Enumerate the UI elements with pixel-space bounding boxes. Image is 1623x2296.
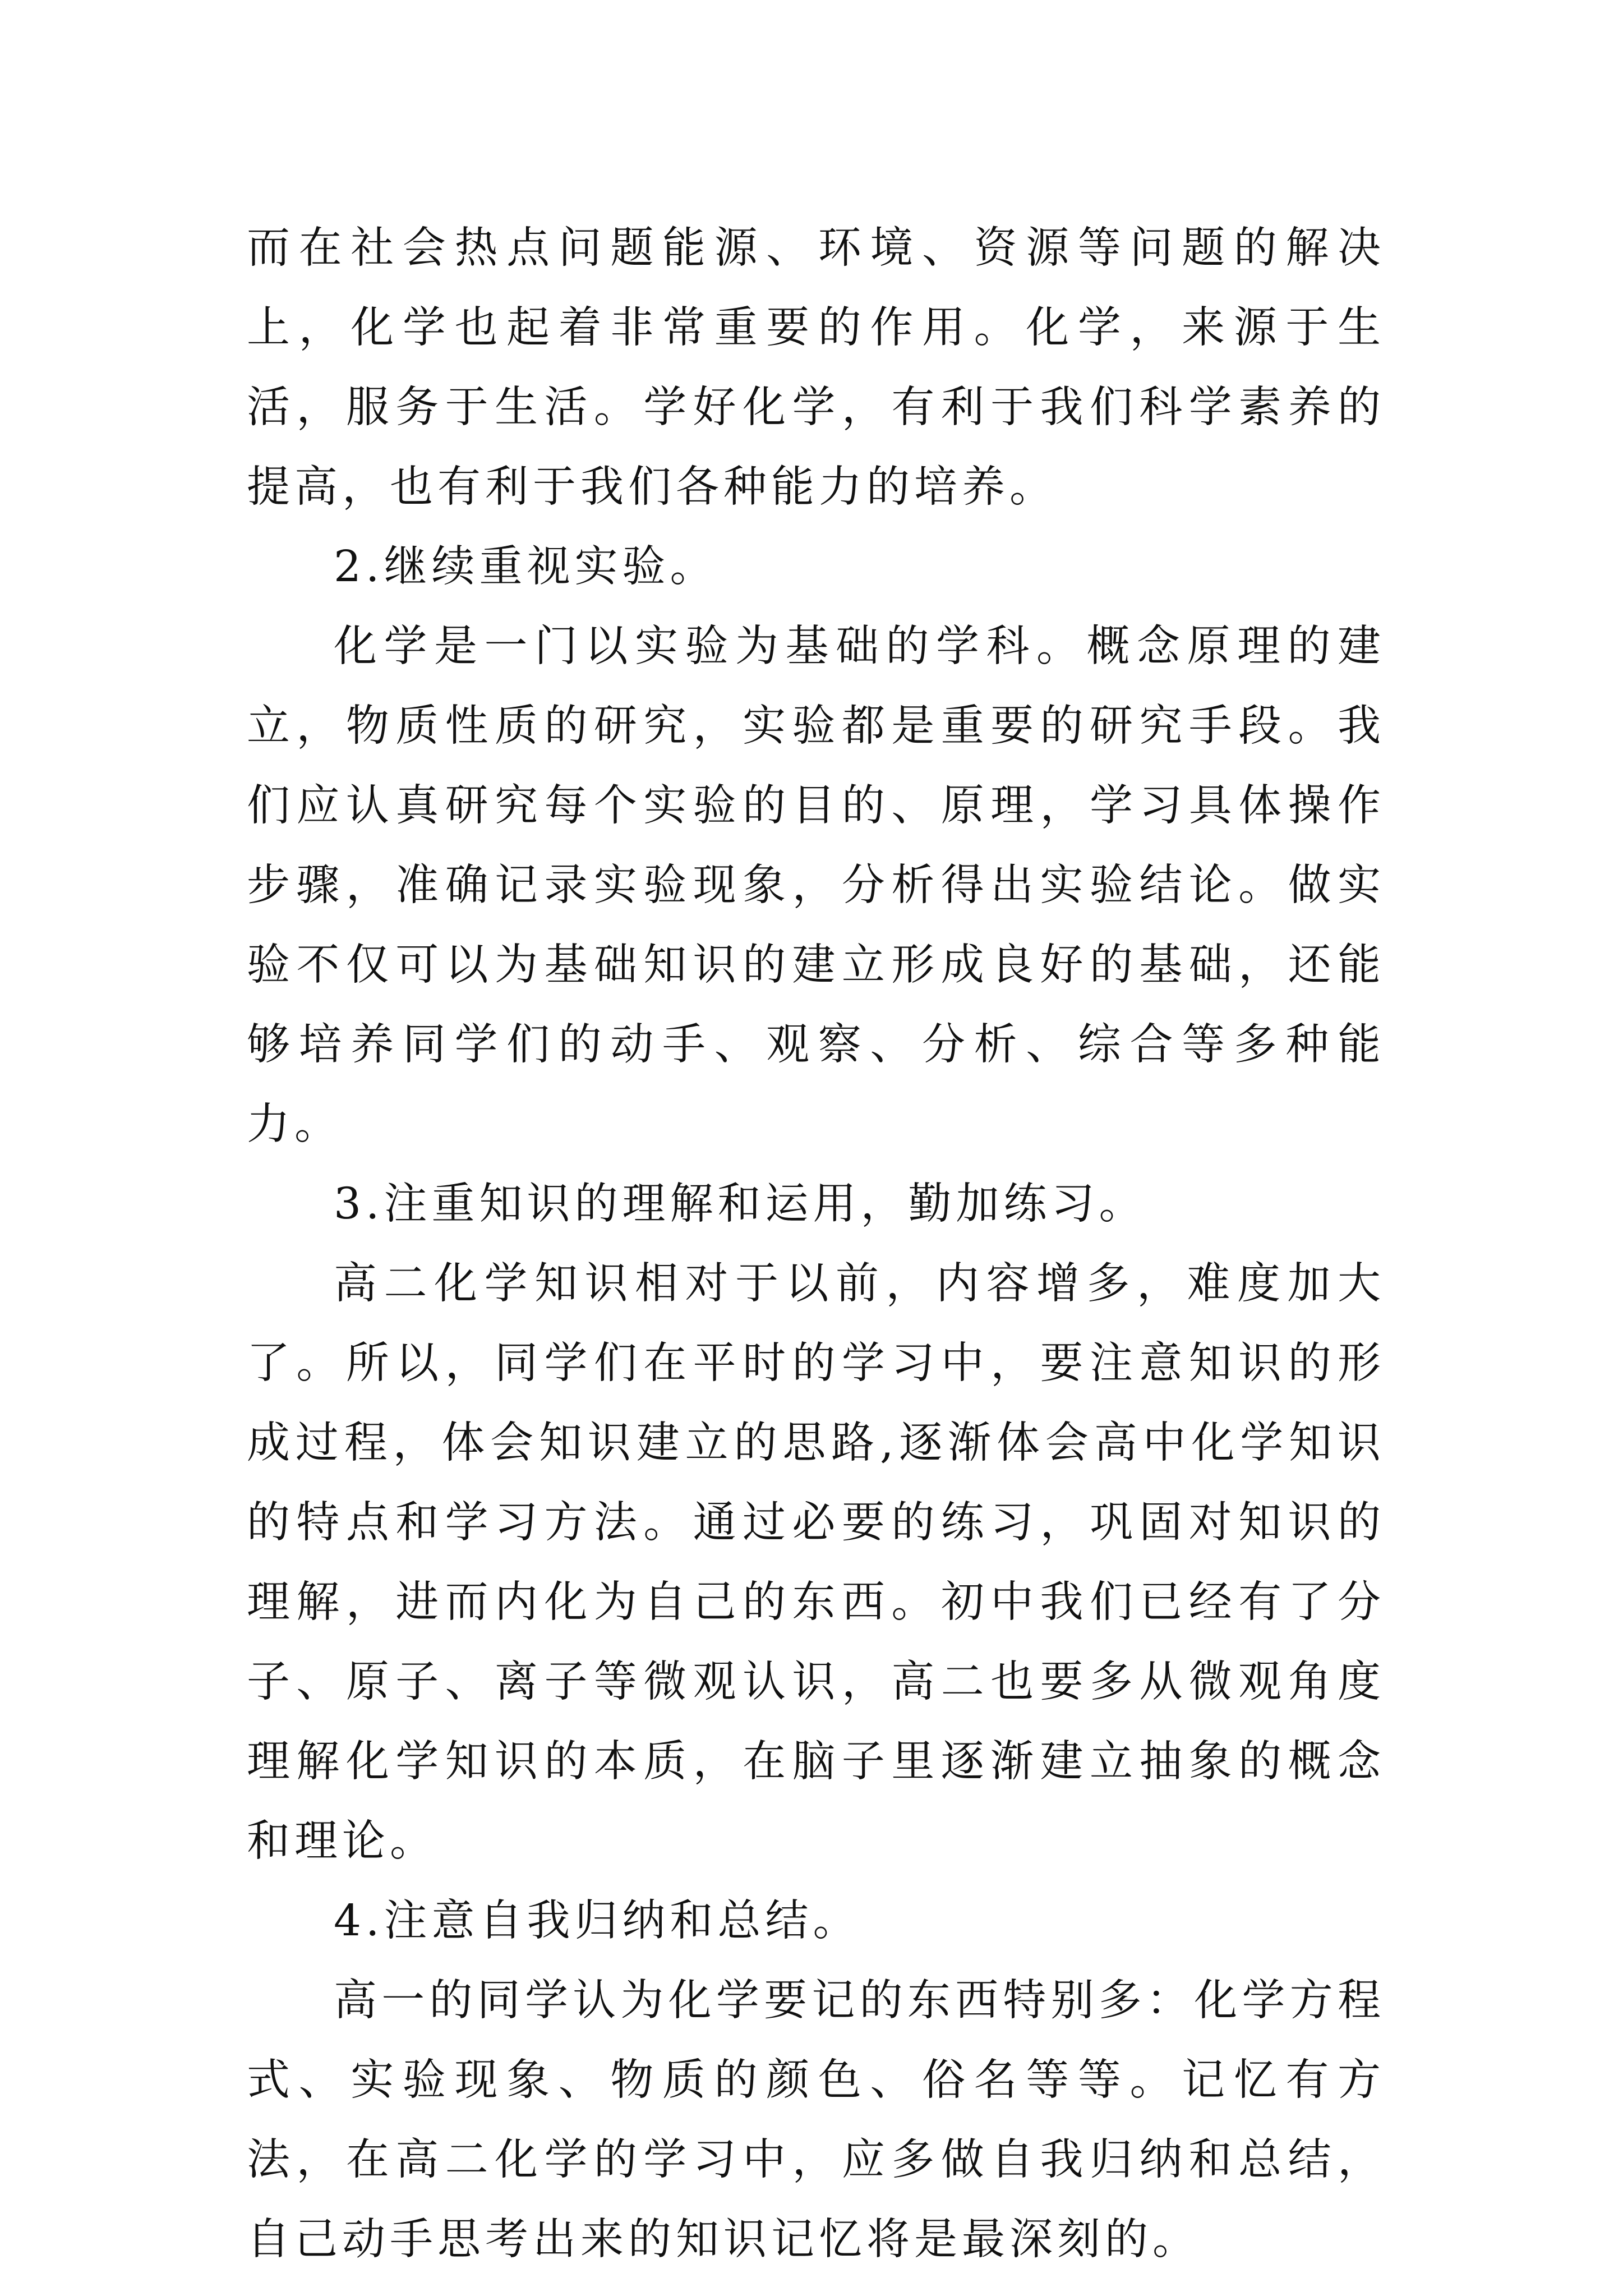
section-heading-2: 2.继续重视实验。 [334,542,718,592]
document-body [247,209,1385,2280]
paragraph-understanding: 高二化学知识相对于以前，内容增多，难度加大了。所以，同学们在平时的学习中，要注意知识的形成过程，体会知识建立的思路,逐渐体会高中化学知识的特点和学习方法。通过必要的练习，巩固对知识的理解，进而内化为自己的东西。初中我们已经有了分子、原子、离子等微观认识，高二也要多从微观角度理解化学知识的本质，在脑子里逐渐建立抽象的概念和理论。 [247,1259,1385,1866]
paragraph-experiments: 化学是一门以实验为基础的学科。概念原理的建立，物质性质的研究，实验都是重要的研究手段。我们应认真研究每个实验的目的、原理，学习具体操作步骤，准确记录实验现象，分析得出实验结论。做实验不仅可以为基础知识的建立形成良好的基础，还能够培养同学们的动手、观察、分析、综合等多种能力。 [247,622,1385,1149]
paragraph-continued: 而在社会热点问题能源、环境、资源等问题的解决上，化学也起着非常重要的作用。化学，来源于生活，服务于生活。学好化学，有利于我们科学素养的提高，也有利于我们各种能力的培养。 [247,223,1385,512]
section-heading-4: 4.注意自我归纳和总结。 [334,1896,861,1946]
section-heading-3: 3.注重知识的理解和运用，勤加练习。 [334,1179,1147,1229]
paragraph-summary: 高一的同学认为化学要记的东西特别多：化学方程式、实验现象、物质的颜色、俗名等等。记忆有方法，在高二化学的学习中，应多做自我归纳和总结，自己动手思考出来的知识记忆将是最深刻的。 [247,1976,1385,2265]
